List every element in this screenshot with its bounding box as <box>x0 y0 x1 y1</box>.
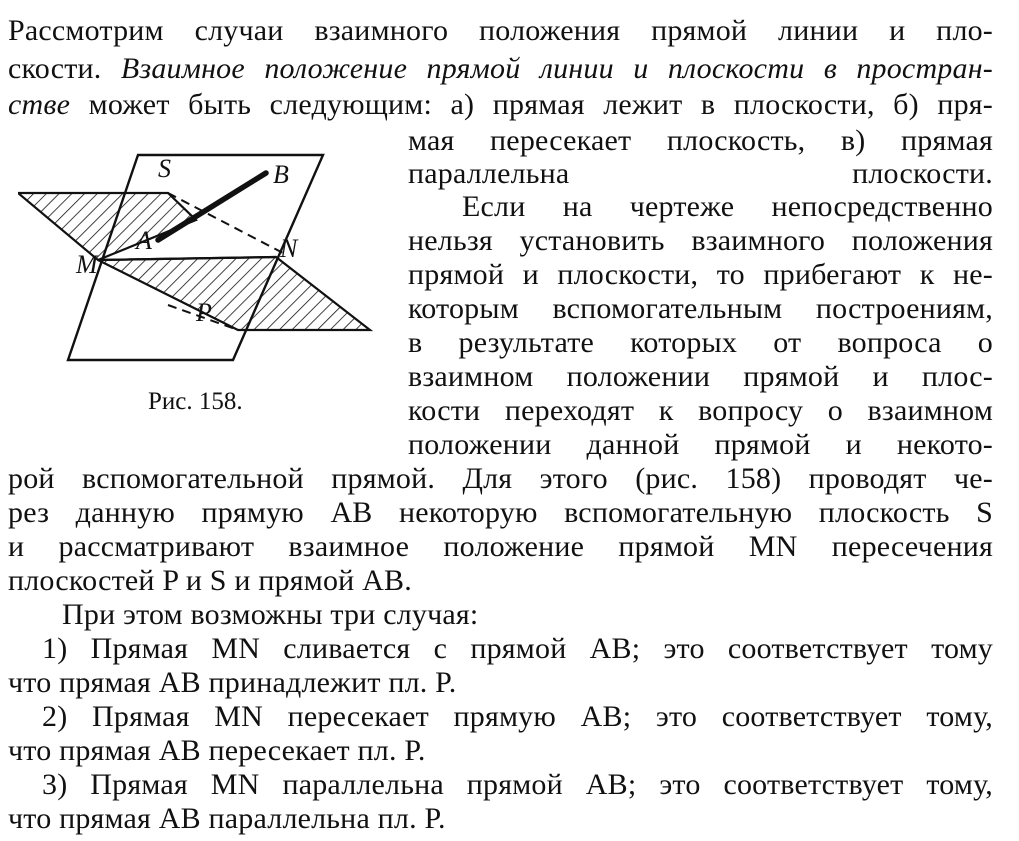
label-s: S <box>158 154 171 183</box>
text-line: параллельна плоскости. <box>408 157 993 190</box>
text-line: рой вспомогательной прямой. Для этого (рис. 158) проводят че- <box>8 462 993 495</box>
text-line: взаимном положении прямой и плос- <box>408 360 993 393</box>
text-line: нельзя установить взаимного положения <box>408 224 993 257</box>
text-line: что прямая AB принадлежит пл. P. <box>8 666 457 699</box>
text-line: 2) Прямая MN пересекает прямую AB; это соответствует тому, <box>42 700 993 733</box>
text-line: кости переходят к вопросу о взаимном <box>408 394 993 427</box>
text-line <box>8 52 993 86</box>
text-span: скости. <box>8 52 121 85</box>
plane-p-back-hatched <box>18 193 196 260</box>
text-line: и рассматривают взаимное положение прямой MN пересечения <box>8 530 993 563</box>
text-line: прямой и плоскости, то прибегают к не- <box>408 258 993 291</box>
text-line: 3) Прямая MN параллельна прямой AB; это соответствует тому, <box>42 768 993 801</box>
text-line: При этом возможны три случая: <box>62 598 479 631</box>
text-line: в результате которых от вопроса о <box>408 326 993 359</box>
italic-definition: Взаимное положение прямой линии и плоскости в простран- <box>120 52 993 85</box>
text-line: что прямая AB параллельна пл. P. <box>8 802 446 835</box>
label-a: A <box>136 226 152 255</box>
italic-definition: стве <box>8 88 71 121</box>
figure-caption: Рис. 158. <box>148 388 243 415</box>
label-m: M <box>76 250 98 279</box>
text-line: 1) Прямая MN сливается с прямой AB; это соответствует тому <box>42 632 993 665</box>
text-line: что прямая AB пересекает пл. P. <box>8 734 426 767</box>
text-line: Если на чертеже непосредственно <box>462 190 993 223</box>
text-line: которым вспомогательным построениям, <box>408 292 993 325</box>
text-line <box>8 88 993 122</box>
label-p: P <box>196 298 212 327</box>
label-b: B <box>273 160 289 189</box>
text-line: положении данной прямой и некото- <box>408 428 993 461</box>
text-span: может быть следующим: а) прямая лежит в плоскости, б) пря- <box>70 88 993 121</box>
plane-p-front-hatched <box>98 257 370 330</box>
figure-158-diagram <box>18 145 378 377</box>
text-line: Рассмотрим случаи взаимного положения прямой линии и пло- <box>8 14 993 47</box>
text-line: плоскостей P и S и прямой AB. <box>8 564 412 597</box>
label-n: N <box>280 234 298 263</box>
text-line: рез данную прямую AB некоторую вспомогательную плоскость S <box>8 496 993 529</box>
text-line: мая пересекает плоскость, в) прямая <box>408 124 993 157</box>
